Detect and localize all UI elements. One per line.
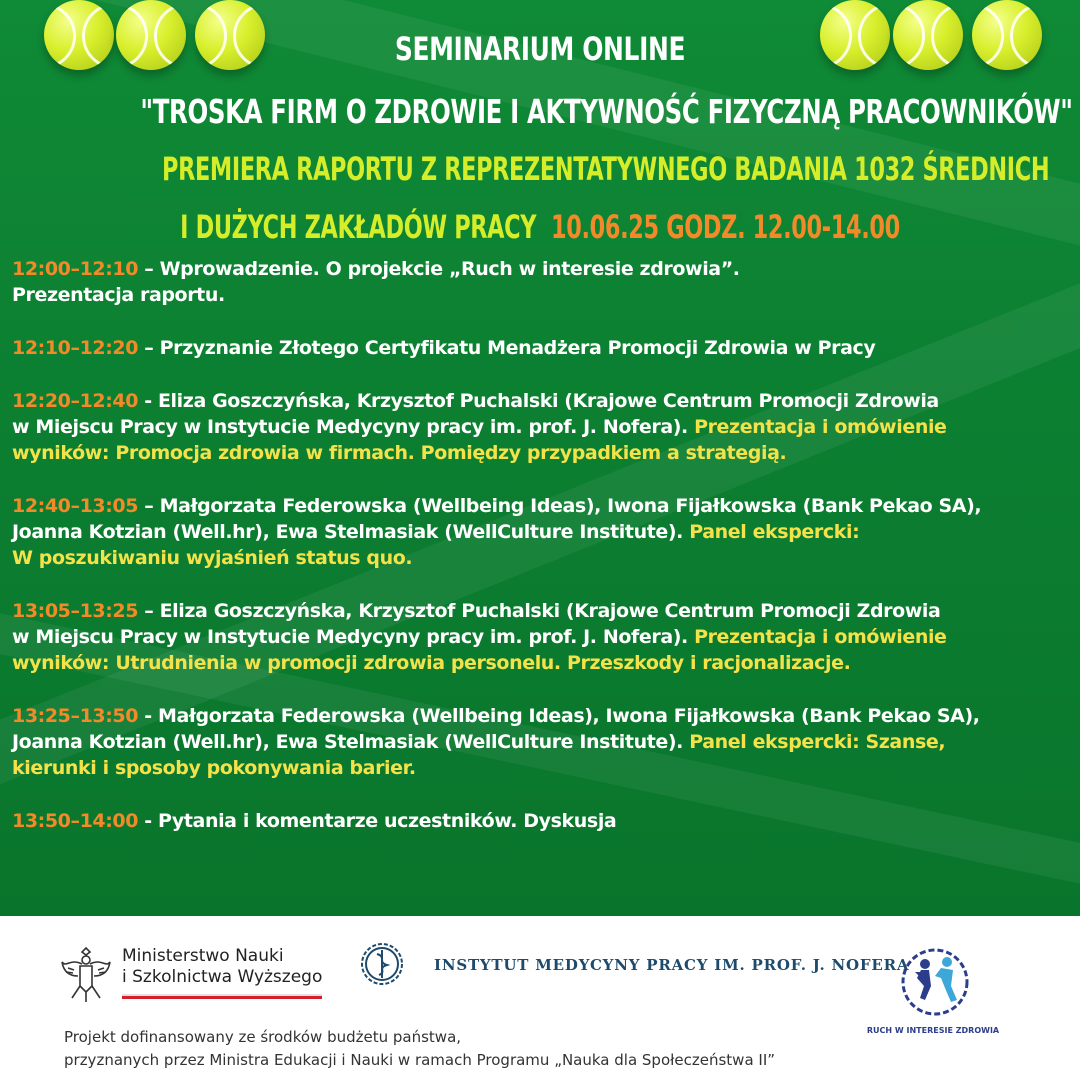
agenda-topic: Prezentacja i omówienie (694, 416, 947, 438)
agenda-topic: Prezentacja i omówienie (694, 626, 947, 648)
ministry-line: i Szkolnictwa Wyższego (122, 967, 323, 987)
ministry-name (122, 946, 322, 988)
tennis-ball-icon (972, 0, 1042, 70)
agenda-topic: W poszukiwaniu wyjaśnień status quo. (12, 547, 413, 569)
agenda-item (12, 335, 1072, 361)
seminar-subtitle: "TROSKA FIRM O ZDROWIE I AKTYWNOŚĆ FIZYCZNĄ PRACOWNIKÓW" (140, 92, 1073, 131)
agenda-text: - Pytania i komentarze uczestników. Dyskusja (138, 810, 617, 832)
agenda-topic: wyników: Utrudnienia w promocji zdrowia personelu. Przeszkody i racjonalizacje. (12, 652, 851, 674)
ministry-flag-bar (122, 994, 322, 999)
agenda-item (12, 493, 1072, 571)
date-time-text: 10.06.25 GODZ. 12.00-14.00 (551, 208, 900, 246)
agenda-topic: kierunki i sposoby pokonywania barier. (12, 757, 416, 779)
agenda-item (12, 703, 1072, 781)
ruch-figures-logo (895, 942, 975, 1022)
funding-line: przyznanych przez Ministra Edukacji i Nauki w ramach Programu „Nauka dla Społeczeństwa II” (64, 1051, 776, 1069)
eagle-emblem-icon (60, 942, 112, 1006)
agenda-item (12, 598, 1072, 676)
agenda-topic: Panel ekspercki: (689, 521, 860, 543)
agenda-text: w Miejscu Pracy w Instytucie Medycyny pracy im. prof. J. Nofera). (12, 416, 695, 438)
agenda-text: - Eliza Goszczyńska, Krzysztof Puchalski (Krajowe Centrum Promocji Zdrowia (138, 390, 939, 412)
agenda-time: 12:20–12:40 (12, 390, 139, 412)
agenda-item (12, 256, 1072, 308)
agenda-time: 13:25–13:50 (12, 705, 139, 727)
ruch-name: RUCH W INTERESIE ZDROWIA (866, 1026, 1000, 1035)
ministry-line: Ministerstwo Nauki (122, 946, 284, 966)
agenda-text: Joanna Kotzian (Well.hr), Ewa Stelmasiak (WellCulture Institute). (12, 731, 690, 753)
agenda-text: – Eliza Goszczyńska, Krzysztof Puchalski (Krajowe Centrum Promocji Zdrowia (138, 600, 941, 622)
report-premiere-line: PREMIERA RAPORTU Z REPREZENTATYWNEGO BADANIA 1032 ŚREDNICH (162, 150, 1050, 188)
agenda (12, 256, 1072, 861)
agenda-time: 13:50–14:00 (12, 810, 139, 832)
agenda-text: - Małgorzata Federowska (Wellbeing Ideas), Iwona Fijałkowska (Bank Pekao SA), (138, 705, 980, 727)
agenda-topic: wyników: Promocja zdrowia w firmach. Pomiędzy przypadkiem a strategią. (12, 442, 787, 464)
funding-note (64, 1026, 775, 1072)
agenda-item (12, 388, 1072, 466)
agenda-time: 12:00–12:10 (12, 258, 139, 280)
agenda-time: 12:10–12:20 (12, 337, 139, 359)
institute-name: INSTYTUT MEDYCYNY PRACY IM. PROF. J. NOFERA (434, 956, 910, 974)
agenda-time: 12:40–13:05 (12, 495, 139, 517)
agenda-text: Prezentacja raportu. (12, 284, 225, 306)
caduceus-gear-logo (358, 940, 406, 988)
workplaces-text: I DUŻYCH ZAKŁADÓW PRACY (180, 208, 537, 246)
footer (0, 916, 1080, 1080)
agenda-text: – Przyznanie Złotego Certyfikatu Menadżera Promocji Zdrowia w Pracy (138, 337, 876, 359)
agenda-text: – Małgorzata Federowska (Wellbeing Ideas), Iwona Fijałkowska (Bank Pekao SA), (138, 495, 982, 517)
tennis-ball-icon (44, 0, 114, 70)
seminar-title: SEMINARIUM ONLINE (394, 30, 686, 68)
agenda-text: – Wprowadzenie. O projekcie „Ruch w interesie zdrowia”. (138, 258, 740, 280)
funding-line: Projekt dofinansowany ze środków budżetu państwa, (64, 1028, 462, 1046)
agenda-item (12, 808, 1072, 834)
agenda-text: Joanna Kotzian (Well.hr), Ewa Stelmasiak (WellCulture Institute). (12, 521, 690, 543)
agenda-text: w Miejscu Pracy w Instytucie Medycyny pracy im. prof. J. Nofera). (12, 626, 695, 648)
agenda-time: 13:05–13:25 (12, 600, 139, 622)
date-line (162, 208, 918, 246)
agenda-topic: Panel ekspercki: Szanse, (689, 731, 946, 753)
